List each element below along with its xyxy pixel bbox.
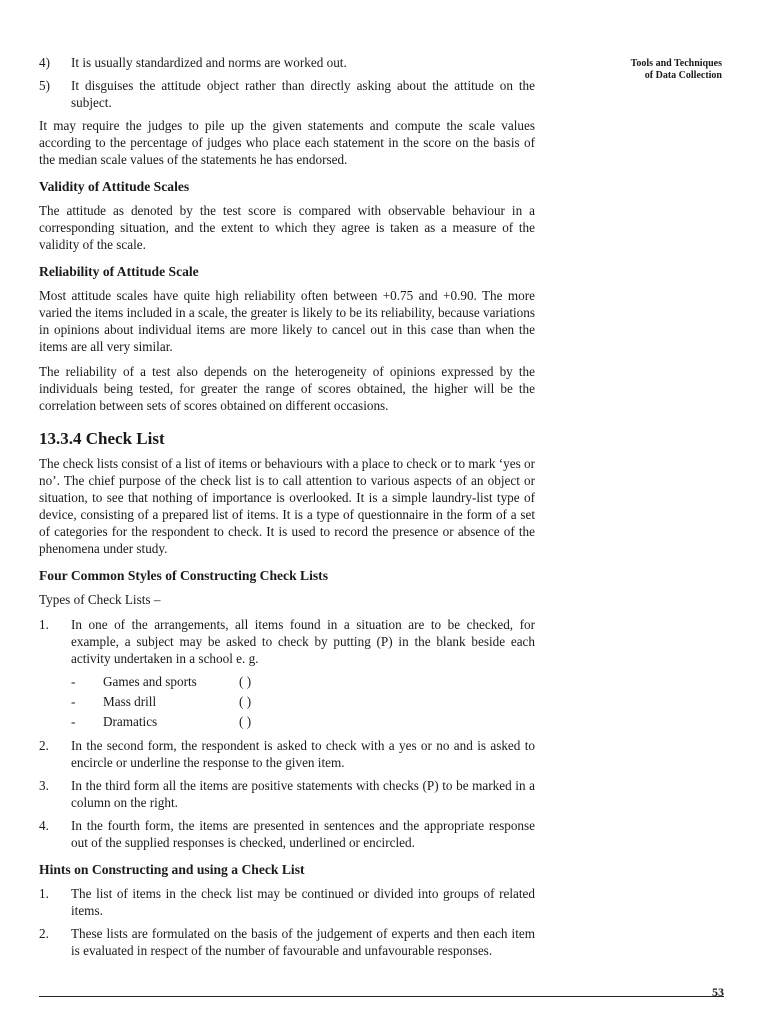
style-item-number: 1.: [39, 617, 49, 632]
style-item-number: 2.: [39, 738, 49, 753]
activity-dash: -: [71, 674, 76, 689]
style-item-text: In the second form, the respondent is asked to check with a yes or no and is asked to encircle or underline the response to the given item.: [71, 738, 535, 770]
running-header-line2: of Data Collection: [644, 70, 722, 81]
style-item: [39, 737, 535, 771]
activity-label: Mass drill: [103, 694, 157, 709]
activity-label: Games and sports: [103, 674, 197, 689]
list-item-number: 4): [39, 55, 50, 70]
heading-reliability: Reliability of Attitude Scale: [39, 264, 199, 279]
running-header: [572, 58, 722, 82]
hint-item-number: 1.: [39, 886, 49, 901]
page-number: 53: [712, 985, 724, 999]
style-item-text: In the fourth form, the items are presented in sentences and the appropriate response out of the supplied responses is checked, underlined or encircled.: [71, 818, 535, 850]
hint-item-number: 2.: [39, 926, 49, 941]
style-item: [39, 777, 535, 811]
activity-row: [71, 693, 535, 711]
heading-validity: Validity of Attitude Scales: [39, 179, 190, 194]
paragraph-validity: The attitude as denoted by the test score is compared with observable behaviour in a corresponding situation, and the extent to which they agree is taken as a measure of the validity of the scale.: [39, 203, 535, 252]
style-item: [39, 616, 535, 667]
activity-row: [71, 713, 535, 731]
activity-label: Dramatics: [103, 714, 158, 729]
hint-item: [39, 885, 535, 919]
activity-checkbox: ( ): [239, 674, 252, 689]
style-item-number: 4.: [39, 818, 49, 833]
list-item-number: 5): [39, 78, 50, 93]
section-heading-check-list: 13.3.4 Check List: [39, 429, 165, 448]
activity-checkbox: ( ): [239, 714, 252, 729]
style-item-number: 3.: [39, 778, 49, 793]
main-text: [39, 54, 535, 965]
paragraph-check-list-intro: The check lists consist of a list of items or behaviours with a place to check or to mark ‘yes or no’. The chief purpose of the check list is to call attention to various aspects of an object or situation, to see that nothing of importance is overlooked. It is a simple laundry-list type of device, consisting of a prepared list of items. It is a type of questionnaire in the form of a set of categories for the respondent to check. It is used to record the presence or absence of the phenomena under study.: [39, 456, 535, 556]
list-item: [39, 77, 535, 111]
style-item-text: In the third form all the items are positive statements with checks (P) to be marked in a column on the right.: [71, 778, 535, 810]
hint-item-text: These lists are formulated on the basis of the judgement of experts and then each item is evaluated in respect of the number of favourable and unfavourable responses.: [71, 926, 535, 958]
list-item-text: It is usually standardized and norms are worked out.: [71, 55, 347, 70]
running-header-line1: Tools and Techniques: [630, 58, 722, 69]
list-item-text: It disguises the attitude object rather than directly asking about the attitude on the subject.: [71, 78, 535, 110]
heading-hints: Hints on Constructing and using a Check List: [39, 862, 305, 877]
heading-styles: Four Common Styles of Constructing Check Lists: [39, 568, 328, 583]
paragraph-reliability-1: Most attitude scales have quite high reliability often between +0.75 and +0.90. The more varied the items included in a scale, the greater is likely to be its reliability, because variations in opinions about individual items are more likely to cancel out in this case than when the items are all very similar.: [39, 288, 535, 354]
hint-item: [39, 925, 535, 959]
types-label: Types of Check Lists –: [39, 592, 161, 607]
style-item: [39, 817, 535, 851]
paragraph-judges: It may require the judges to pile up the given statements and compute the scale values according to the percentage of judges who place each statement in the score on the basis of the median scale values of the statements he has endorsed.: [39, 118, 535, 167]
activity-dash: -: [71, 694, 76, 709]
style-item-text: In one of the arrangements, all items found in a situation are to be checked, for example, a subject may be asked to check by putting (P) in the blank beside each activity undertaken in a school e. g.: [71, 617, 535, 666]
activity-dash: -: [71, 714, 76, 729]
activity-row: [71, 673, 535, 691]
paragraph-reliability-2: The reliability of a test also depends on the heterogeneity of opinions expressed by the individuals being tested, for greater the range of scores obtained, the higher will be the correlation between sets of scores obtained on different occasions.: [39, 364, 535, 413]
hint-item-text: The list of items in the check list may be continued or divided into groups of related items.: [71, 886, 535, 918]
activity-checkbox: ( ): [239, 694, 252, 709]
list-item: [39, 54, 535, 71]
footer-divider: [39, 996, 724, 997]
